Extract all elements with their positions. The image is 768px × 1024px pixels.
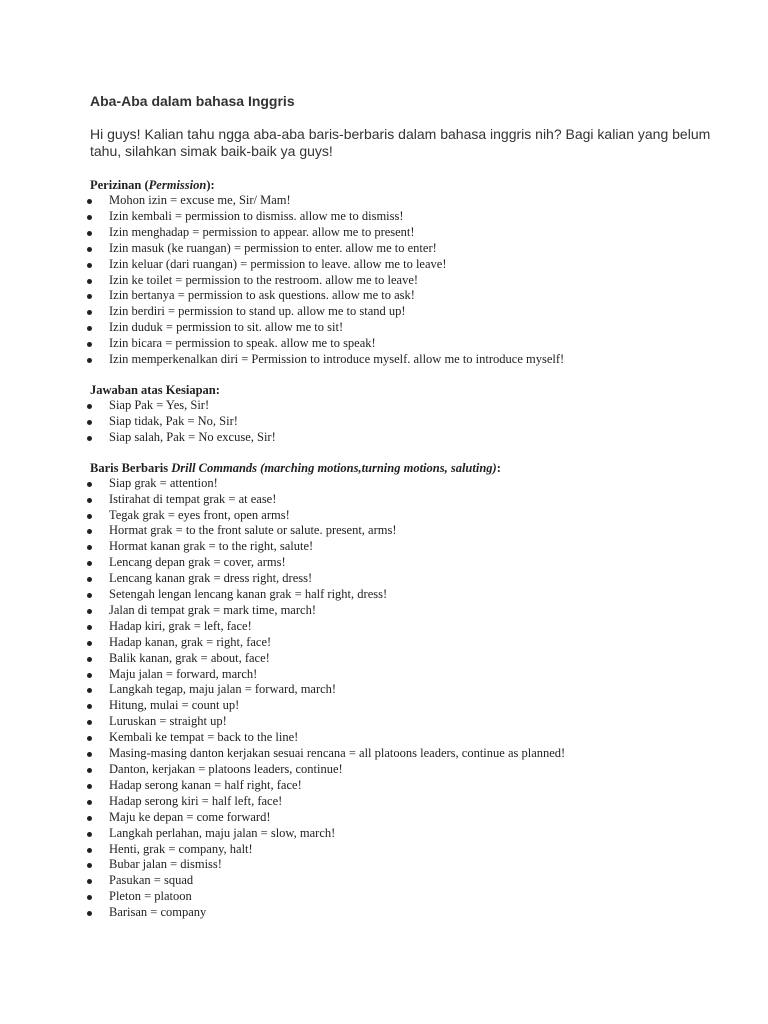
list-item-text: Luruskan = straight up! — [109, 714, 227, 729]
list-item-text: Pasukan = squad — [109, 873, 194, 888]
sections-container — [90, 177, 730, 921]
bullet-icon — [87, 752, 92, 757]
bullet-icon — [87, 215, 92, 220]
section-heading-text: Baris Berbaris — [90, 460, 172, 475]
section-heading-text: Perizinan ( — [90, 178, 149, 192]
list-item — [90, 698, 730, 714]
list-item — [90, 273, 730, 289]
list-item-text: Izin keluar (dari ruangan) = permission to leave. allow me to leave! — [109, 256, 447, 271]
list-item-text: Pleton = platoon — [109, 889, 192, 904]
list-item — [90, 523, 730, 539]
bullet-icon — [87, 514, 92, 519]
list-item — [90, 476, 730, 492]
list-item — [90, 651, 730, 667]
list-item-text: Mohon izin = excuse me, Sir/ Mam! — [109, 193, 291, 207]
bullet-icon — [87, 420, 92, 425]
list-item — [90, 398, 730, 414]
document-page — [90, 92, 730, 935]
list-item — [90, 794, 730, 810]
list-item-text: Siap Pak = Yes, Sir! — [109, 397, 210, 412]
list-item-text: Jalan di tempat grak = mark time, march! — [109, 602, 316, 617]
list-item — [90, 778, 730, 794]
list-item — [90, 603, 730, 619]
bullet-icon — [87, 848, 92, 853]
list-item — [90, 889, 730, 905]
bullet-icon — [87, 704, 92, 709]
bullet-icon — [87, 577, 92, 582]
bullet-icon — [87, 436, 92, 441]
list-item-text: Hadap serong kiri = half left, face! — [109, 793, 283, 808]
list-item — [90, 492, 730, 508]
section-heading-italic: Drill Commands (marching motions,turning motions, saluting) — [171, 460, 497, 475]
bullet-list — [90, 193, 730, 368]
bullet-icon — [87, 199, 92, 204]
list-item-text: Izin ke toilet = permission to the restroom. allow me to leave! — [109, 272, 419, 287]
list-item-text: Lencang depan grak = cover, arms! — [109, 555, 286, 570]
list-item — [90, 539, 730, 555]
bullet-list — [90, 476, 730, 921]
list-item — [90, 682, 730, 698]
bullet-icon — [87, 911, 92, 916]
bullet-icon — [87, 895, 92, 900]
bullet-icon — [87, 625, 92, 630]
list-item-text: Henti, grak = company, halt! — [109, 841, 253, 856]
list-item — [90, 225, 730, 241]
list-item — [90, 905, 730, 921]
list-item-text: Hadap kiri, grak = left, face! — [109, 618, 252, 633]
section-heading — [90, 177, 730, 193]
list-item-text: Izin bertanya = permission to ask questions. allow me to ask! — [109, 288, 415, 303]
bullet-icon — [87, 736, 92, 741]
section-heading-suffix: ): — [206, 178, 215, 192]
bullet-icon — [87, 529, 92, 534]
bullet-icon — [87, 294, 92, 299]
list-item-text: Langkah perlahan, maju jalan = slow, march! — [109, 825, 336, 840]
document-title: Aba-Aba dalam bahasa Inggris — [90, 93, 295, 109]
list-item-text: Hitung, mulai = count up! — [109, 698, 240, 713]
bullet-icon — [87, 482, 92, 487]
list-item-text: Istirahat di tempat grak = at ease! — [109, 491, 277, 506]
bullet-icon — [87, 879, 92, 884]
section-heading — [90, 382, 730, 398]
bullet-icon — [87, 784, 92, 789]
list-item — [90, 667, 730, 683]
list-item — [90, 352, 730, 368]
bullet-icon — [87, 342, 92, 347]
list-item — [90, 714, 730, 730]
list-item-text: Hormat kanan grak = to the right, salute! — [109, 539, 314, 554]
list-item — [90, 508, 730, 524]
bullet-icon — [87, 404, 92, 409]
bullet-icon — [87, 863, 92, 868]
list-item — [90, 619, 730, 635]
list-item-text: Izin duduk = permission to sit. allow me to sit! — [109, 320, 344, 335]
list-item — [90, 857, 730, 873]
list-item-text: Maju jalan = forward, march! — [109, 666, 258, 681]
list-item-text: Maju ke depan = come forward! — [109, 809, 271, 824]
list-item-text: Izin bicara = permission to speak. allow me to speak! — [109, 336, 376, 351]
list-item-text: Izin memperkenalkan diri = Permission to introduce myself. allow me to introduce myself! — [109, 352, 565, 367]
bullet-icon — [87, 657, 92, 662]
list-item-text: Izin berdiri = permission to stand up. allow me to stand up! — [109, 304, 406, 319]
list-item — [90, 320, 730, 336]
list-item — [90, 746, 730, 762]
list-item — [90, 257, 730, 273]
bullet-icon — [87, 498, 92, 503]
list-item — [90, 730, 730, 746]
list-item — [90, 414, 730, 430]
list-item — [90, 304, 730, 320]
bullet-icon — [87, 247, 92, 252]
list-item-text: Izin masuk (ke ruangan) = permission to enter. allow me to enter! — [109, 240, 437, 255]
bullet-icon — [87, 768, 92, 773]
section-heading-italic: Permission — [148, 178, 207, 192]
bullet-icon — [87, 561, 92, 566]
bullet-icon — [87, 545, 92, 550]
bullet-icon — [87, 231, 92, 236]
list-item-text: Kembali ke tempat = back to the line! — [109, 730, 299, 745]
bullet-icon — [87, 673, 92, 678]
bullet-icon — [87, 609, 92, 614]
list-item-text: Balik kanan, grak = about, face! — [109, 650, 270, 665]
bullet-icon — [87, 832, 92, 837]
bullet-icon — [87, 279, 92, 284]
list-item — [90, 571, 730, 587]
list-item — [90, 810, 730, 826]
bullet-icon — [87, 310, 92, 315]
list-item-text: Setengah lengan lencang kanan grak = half right, dress! — [109, 587, 388, 602]
bullet-icon — [87, 688, 92, 693]
bullet-icon — [87, 263, 92, 268]
bullet-icon — [87, 593, 92, 598]
intro-paragraph: Hi guys! Kalian tahu ngga aba-aba baris-berbaris dalam bahasa inggris nih? Bagi kalian yang belum tahu, silahkan simak baik-baik ya guys! — [90, 126, 711, 159]
list-item-text: Hadap kanan, grak = right, face! — [109, 634, 272, 649]
list-item — [90, 336, 730, 352]
list-item-text: Lencang kanan grak = dress right, dress! — [109, 571, 313, 586]
list-item-text: Siap grak = attention! — [109, 475, 218, 490]
list-item-text: Siap salah, Pak = No excuse, Sir! — [109, 429, 276, 444]
list-item — [90, 241, 730, 257]
bullet-icon — [87, 720, 92, 725]
list-item — [90, 193, 730, 209]
list-item-text: Bubar jalan = dismiss! — [109, 857, 222, 872]
list-item — [90, 555, 730, 571]
section-heading-text: Jawaban atas Kesiapan: — [90, 382, 220, 397]
list-item-text: Hadap serong kanan = half right, face! — [109, 777, 302, 792]
list-item — [90, 430, 730, 446]
list-item — [90, 209, 730, 225]
bullet-icon — [87, 816, 92, 821]
section-heading-suffix: : — [496, 460, 501, 475]
bullet-icon — [87, 326, 92, 331]
bullet-icon — [87, 800, 92, 805]
list-item-text: Tegak grak = eyes front, open arms! — [109, 507, 290, 522]
list-item — [90, 587, 730, 603]
list-item — [90, 635, 730, 651]
bullet-icon — [87, 641, 92, 646]
list-item-text: Danton, kerjakan = platoons leaders, continue! — [109, 762, 343, 776]
list-item — [90, 842, 730, 858]
bullet-list — [90, 398, 730, 446]
list-item — [90, 826, 730, 842]
list-item — [90, 288, 730, 304]
list-item-text: Izin menghadap = permission to appear. allow me to present! — [109, 224, 415, 239]
list-item-text: Langkah tegap, maju jalan = forward, march! — [109, 682, 337, 697]
list-item-text: Hormat grak = to the front salute or salute. present, arms! — [109, 523, 397, 538]
list-item-text: Masing-masing danton kerjakan sesuai rencana = all platoons leaders, continue as planned! — [109, 746, 566, 761]
bullet-icon — [87, 358, 92, 363]
list-item-text: Izin kembali = permission to dismiss. allow me to dismiss! — [109, 208, 404, 223]
list-item — [90, 873, 730, 889]
section-heading — [90, 460, 730, 476]
list-item-text: Siap tidak, Pak = No, Sir! — [109, 413, 238, 428]
list-item-text: Barisan = company — [109, 905, 207, 920]
list-item — [90, 762, 730, 778]
